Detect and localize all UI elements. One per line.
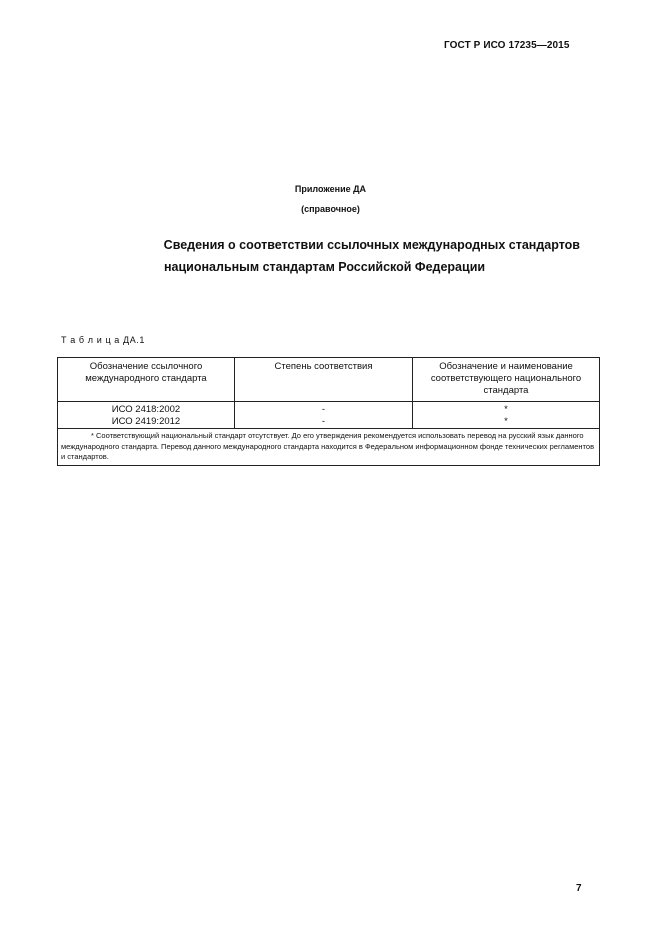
national-cell (413, 402, 600, 429)
column-header-international-standard: Обозначение ссылочного международного стандарта (58, 358, 235, 402)
appendix-subtitle: (справочное) (301, 204, 360, 214)
footnote-cell (58, 429, 600, 466)
table-row (58, 402, 600, 429)
heading-line-1: Сведения о соответствии ссылочных международных стандартов (163, 238, 580, 252)
correspondence-table (57, 357, 600, 466)
standard-value: ИСО 2419:2012 (111, 415, 181, 427)
heading-line-2: национальным стандартам Российской Федерации (164, 260, 486, 274)
national-value: * (504, 415, 508, 427)
section-heading (90, 234, 580, 278)
column-header-degree: Степень соответствия (235, 358, 413, 402)
column-header-national-standard: Обозначение и наименование соответствующего национального стандарта (413, 358, 600, 402)
table-caption: Т а б л и ц а ДА.1 (61, 335, 146, 345)
degree-cell (235, 402, 413, 429)
appendix-title: Приложение ДА (294, 184, 367, 194)
table-footnote: * Соответствующий национальный стандарт отсутствует. До его утверждения рекомендуется использовать перевод на русский язык данного международного стандарта. Перевод данного международного стандарта находится в Федеральном информационном фонде технических регламентов и стандартов. (61, 431, 595, 461)
footnote-row (58, 429, 600, 466)
standard-value: ИСО 2418:2002 (111, 404, 181, 415)
table-header-row (58, 358, 600, 402)
degree-value: - (321, 415, 326, 427)
standard-cell (58, 402, 235, 429)
degree-value: - (321, 404, 326, 415)
page-number: 7 (576, 883, 582, 894)
document-code: ГОСТ Р ИСО 17235—2015 (444, 40, 570, 51)
national-value: * (504, 404, 508, 415)
